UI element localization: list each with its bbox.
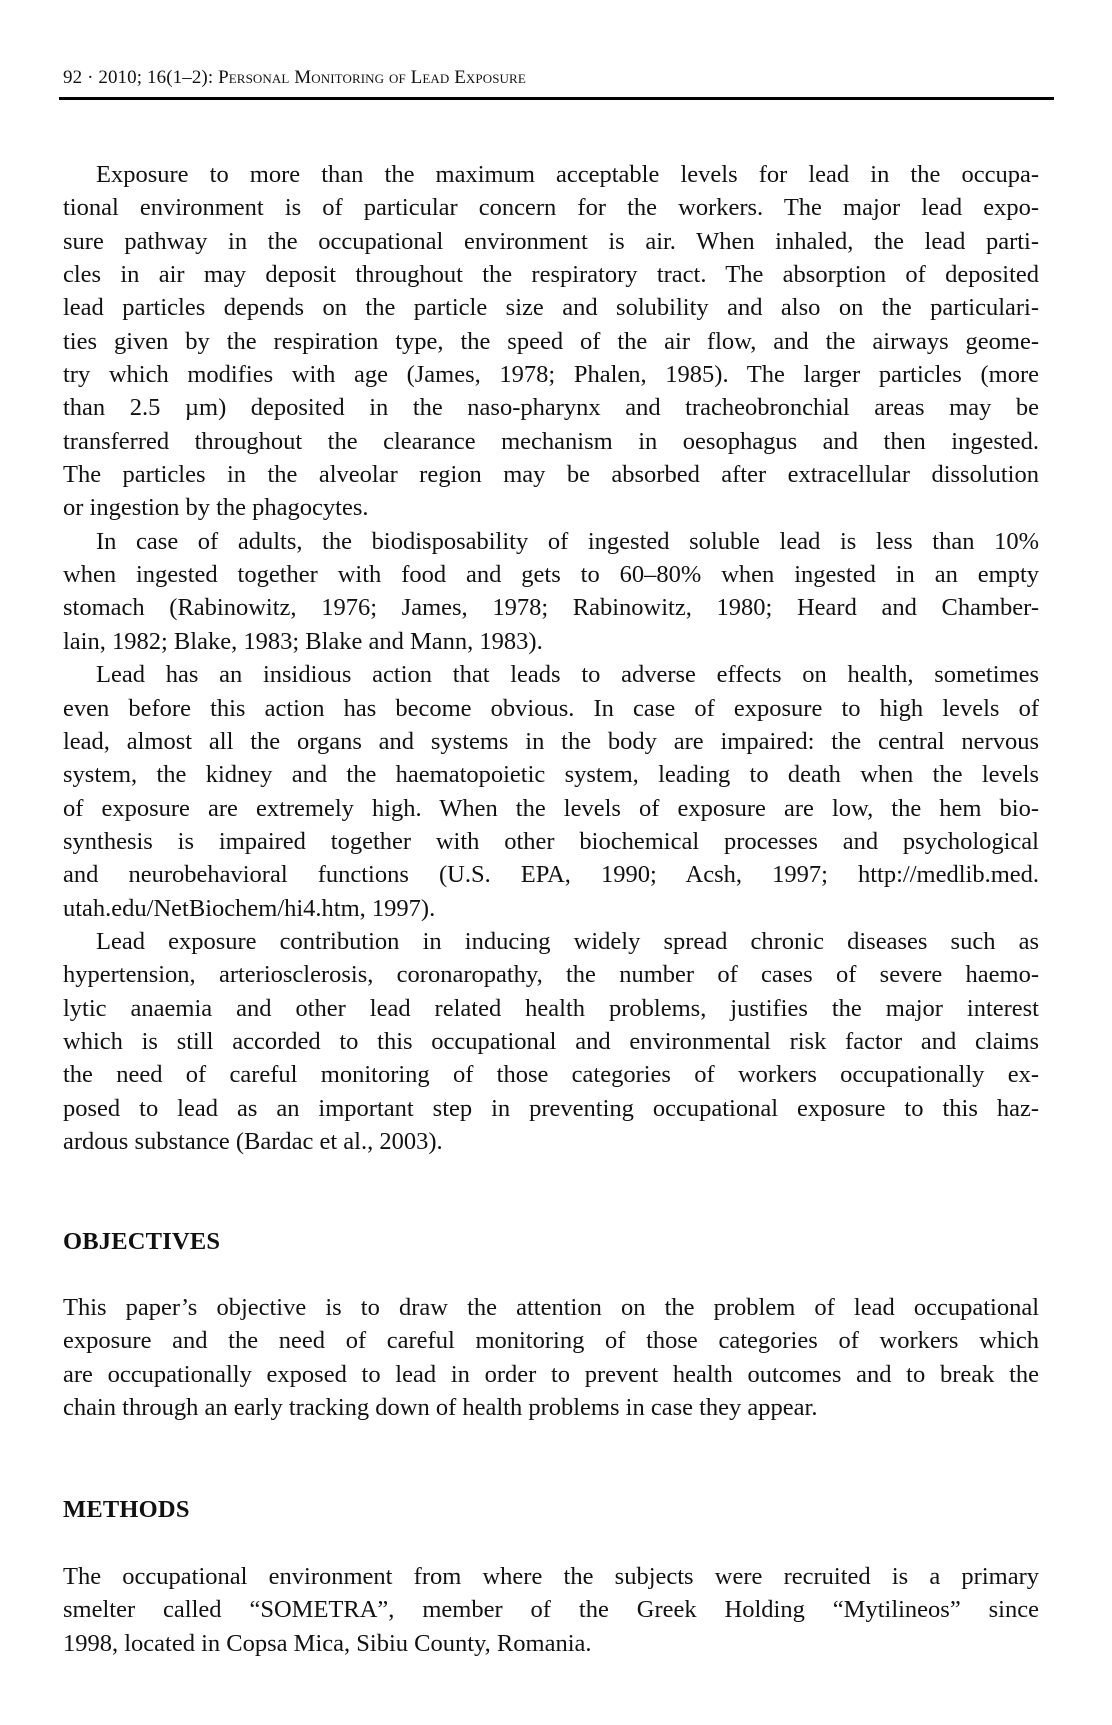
text-line: try which modifies with age (James, 1978; Phalen, 1985). The larger particles (more [63, 361, 1039, 389]
text-line: stomach (Rabinowitz, 1976; James, 1978; Rabinowitz, 1980; Heard and Chamber- [63, 594, 1039, 622]
text-line: cles in air may deposit throughout the respiratory tract. The absorption of deposited [63, 261, 1039, 289]
paragraph [63, 925, 1039, 1158]
page-number: 92 [63, 67, 83, 88]
text-line: Lead has an insidious action that leads to adverse effects on health, sometimes [96, 661, 1039, 689]
running-title: Personal Monitoring of Lead Exposure [218, 67, 526, 88]
text-line: which is still accorded to this occupational and environmental risk factor and claims [63, 1027, 1039, 1055]
paragraph [63, 658, 1039, 925]
text-line: This paper’s objective is to draw the attention on the problem of lead occupational [63, 1294, 1039, 1321]
paragraph [63, 525, 1039, 658]
text-line: posed to lead as an important step in preventing occupational exposure to this haz- [63, 1094, 1039, 1122]
text-line: The occupational environment from where the subjects were recruited is a primary [63, 1563, 1039, 1590]
text-line: of exposure are extremely high. When the levels of exposure are low, the hem bio- [63, 794, 1039, 822]
text-line: lain, 1982; Blake, 1983; Blake and Mann, 1983). [63, 627, 543, 655]
text-line: tional environment is of particular concern for the workers. The major lead expo- [63, 194, 1039, 222]
text-line: utah.edu/NetBiochem/hi4.htm, 1997). [63, 894, 436, 922]
text-line: lead particles depends on the particle size and solubility and also on the particulari- [63, 294, 1039, 322]
methods-body [63, 1560, 1039, 1660]
section-heading-methods: METHODS [63, 1496, 190, 1523]
section-heading-objectives: OBJECTIVES [63, 1228, 221, 1255]
text-line: In case of adults, the biodisposability of ingested soluble lead is less than 10% [96, 527, 1039, 555]
paragraph [63, 158, 1039, 525]
text-line: synthesis is impaired together with other biochemical processes and psychological [63, 827, 1039, 855]
text-line: chain through an early tracking down of health problems in case they appear. [63, 1394, 818, 1422]
text-line: transferred throughout the clearance mechanism in oesophagus and then ingested. [63, 427, 1039, 455]
text-line: lytic anaemia and other lead related health problems, justifies the major interest [63, 994, 1039, 1022]
text-line: even before this action has become obvious. In case of exposure to high levels of [63, 694, 1039, 722]
text-line: Exposure to more than the maximum acceptable levels for lead in the occupa- [96, 161, 1039, 188]
text-line: hypertension, arteriosclerosis, coronaropathy, the number of cases of severe haemo- [63, 961, 1039, 989]
text-line: ties given by the respiration type, the speed of the air flow, and the airways geome- [63, 327, 1039, 355]
text-line: when ingested together with food and gets to 60–80% when ingested in an empty [63, 561, 1039, 589]
text-line: sure pathway in the occupational environment is air. When inhaled, the lead parti- [63, 227, 1039, 255]
text-line: exposure and the need of careful monitoring of those categories of workers which [63, 1327, 1039, 1355]
text-line: ardous substance (Bardac et al., 2003). [63, 1127, 443, 1155]
text-line: and neurobehavioral functions (U.S. EPA, 1990; Acsh, 1997; http://medlib.med. [63, 861, 1039, 889]
text-line: system, the kidney and the haematopoietic system, leading to death when the levels [63, 761, 1039, 789]
introduction-section [63, 158, 1039, 1158]
text-line: the need of careful monitoring of those categories of workers occupationally ex- [63, 1061, 1039, 1089]
text-line: 1998, located in Copsa Mica, Sibiu County, Romania. [63, 1629, 592, 1657]
text-line: lead, almost all the organs and systems in the body are impaired: the central nervous [63, 727, 1039, 755]
text-line: are occupationally exposed to lead in order to prevent health outcomes and to break the [63, 1360, 1039, 1388]
header-rule [59, 97, 1054, 100]
separator: · [87, 67, 94, 88]
journal-issue: 2010; 16(1–2): [98, 67, 214, 88]
text-line: Lead exposure contribution in inducing widely spread chronic diseases such as [96, 927, 1039, 955]
text-line: or ingestion by the phagocytes. [63, 494, 369, 522]
text-line: The particles in the alveolar region may be absorbed after extracellular dissolution [63, 461, 1039, 489]
text-line: smelter called “SOMETRA”, member of the Greek Holding “Mytilineos” since [63, 1596, 1039, 1624]
text-line: than 2.5 µm) deposited in the naso-pharynx and tracheobronchial areas may be [63, 394, 1039, 422]
running-head [63, 66, 526, 90]
objectives-body [63, 1291, 1039, 1424]
